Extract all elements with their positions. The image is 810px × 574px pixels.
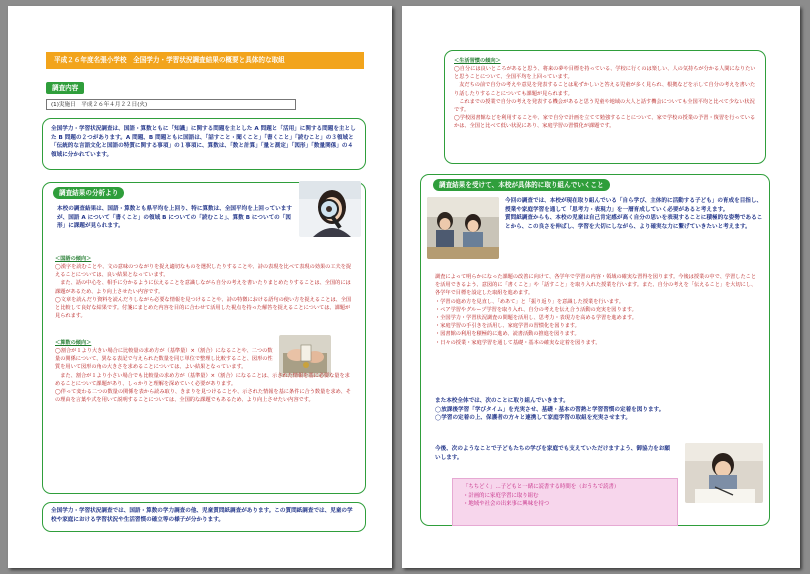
sansu-item-1: ◯割合が１より大きい場合に比較量の求め方が（基準量）×（割合）になることや、二つの数量の関係について、異なる表記で与えられた数量を同じ単位で整理し比較すること、図形の性質を用いて図形の角の大きさを求めることについては、よい結果となっています。	[55, 348, 273, 371]
magnifier-girl-photo	[299, 181, 361, 237]
kokugo-item-1: ◯漢字を読むことや、文の意味のつながりを捉え適切なものを選択したりすることや、詩の表現を比べて表現の効果の工夫を捉えることについては、良い結果となっています。	[55, 264, 352, 279]
sansu-item-2: また、割合が１より小さい場合でも比較量の求め方が（基準量）×（割合）になることは、示された情報を基に必要な量を求めることについて課題があり、しっかりと理解を深めていく必要があります。	[55, 372, 350, 387]
analysis-summary: 本校の調査結果は、国語・算数とも県平均を上回り、特に算数は、全国平均を上回っていますが、国語 A について「書くこと」の領域 B についての「読むこと」、算数 B についての「図形」に課題が見られます。	[57, 206, 292, 230]
action-bullet-5: ・図書館の利用を積極的に進め、読書活動の推進を図ります。	[435, 331, 580, 338]
student-writing-photo	[685, 443, 763, 503]
survey-date: (1)実施日 平成２６年４月２２日(火)	[46, 99, 296, 110]
action-bullet-1: ・学習の進め方を見直し、「めあて」と「振り返り」を意識した授業を行います。	[435, 298, 624, 305]
action-bullet-3: ・全国学力・学習状況調査の問題を活用し、思考力・表現力を高める学習を進めます。	[435, 315, 637, 322]
right-page	[402, 6, 800, 568]
lifestyle-heading: ＜生活習慣の傾向＞	[454, 58, 501, 64]
classroom-photo	[427, 197, 499, 259]
lifestyle-item-4: ◯学校図書館などを利用することや、家で自分で計画を立てて勉強することについて、家で学校の授業の予習・復習を行っているかは、全国と比べて低い状況にあり、家庭学習の習慣化が課題です。	[454, 115, 756, 130]
action-bullet-6: ・日々の授業・家庭学習を通して基礎・基本の確実な定着を図ります。	[435, 339, 601, 346]
analysis-label: 調査結果の分析より	[53, 187, 124, 199]
document-title: 平成２６年度名張小学校 全国学力・学習状況調査結果の概要と具体的な取組	[46, 52, 364, 69]
home-request: 今後、次のようなことで子どもたちの学びを家庭でも支えていただけますよう、御協力をお願いします。	[435, 446, 670, 461]
home-tip-3: ・地域や社会の出来事に興味を持つ	[463, 501, 550, 508]
student-writing-image	[685, 443, 763, 503]
intro-box	[42, 118, 366, 170]
intro-text: 全国学力・学習状況調査は、国語・算数ともに「知識」に関する問題を主とした A 問題と「活用」に関する問題を主とした B 問題の２つがあります。A 問題、B 問題ともに国語は、「話すこと・聞くこと」「書くこと」「読むこと」の３領域と「伝統的な言語文化と国語の特質に関する事項」の１事項に、算数は、「数と計算」「量と測定」「図形」「数量関係」の４領域に分かれています。	[51, 126, 356, 158]
action-bullet-2: ・ペア学習やグループ学習を取り入れ、自分の考えを伝え合う活動の充実を図ります。	[435, 306, 637, 313]
action-paragraph-2: 質問紙調査からも、本校の児童は自己肯定感が高く自分の思いを表現することに積極的な姿勢であることから、この良さを伸ばし、学習を大切にしながら、より確実な力に繋げていきたいと考えます。	[505, 215, 763, 230]
questionnaire-note: 全国学力・学習状況調査では、国語・算数の学力調査の他、児童質問紙調査があります。この質問紙調査では、児童の学校や家庭における学習状況や生活習慣の確立等の様子が分かります。	[51, 508, 353, 523]
action-paragraph-3: 調査によって明らかになった課題の改善に向けて、各学年で学習の内容・領域の確実な習得を図ります。今後は授業の中で、学習したことを活用できるよう、意図的に「書くこと」や「話すこと」を取り入れた授業を行います。また、自分の考えを「伝えること」を大切にし、各学年で目標を設定した取組を進めます。	[435, 274, 757, 297]
school-wide-line: また本校全体では、次のことに取り組んでいきます。	[435, 398, 569, 404]
home-tip-1: 「ちちどく」…子どもと一緒に読書する時間を（おうちで読書）	[463, 484, 620, 490]
magnifier-girl-image	[299, 181, 361, 237]
lifestyle-item-2: 友だちの前で自分の考えや意見を発表することは恥ずかしいと答える児童が多く見られ、根拠などを示して自分の考えを書いたり話したりすることについても課題が見られます。	[454, 82, 756, 97]
kokugo-heading: ＜国語の傾向＞	[55, 256, 92, 262]
home-tips-box	[452, 478, 678, 526]
action-label: 調査結果を受けて、本校が具体的に取り組んでいくこと	[433, 179, 610, 191]
lifestyle-item-1: ◯自分には良いところがあると思う、将来の夢や目標を持っている、学校に行くのは楽しい、人の気持ちが分かる人間になりたいと思うことについて、全国平均を上回っています。	[454, 66, 756, 81]
action-intro: 今回の調査では、本校が現在取り組んでいる「自ら学び、主体的に活動する子ども」の育成を目指し、授業や家庭学習を通して「思考力・表現力」を一層育成していく必要があると考えます。	[505, 198, 763, 213]
survey-content-label: 調査内容	[46, 82, 84, 94]
kokugo-item-3: ◯文章を読んだり資料を読んだりしながら必要な情報を見つけることや、詩の特徴における語句の使い方を捉えることは、全国と比較して良好な結果です。付箋にまとめた内容を目的に合わせて活用した視点を持った解答を捉えることについては、課題が見られます。	[55, 296, 352, 320]
questionnaire-box	[42, 502, 366, 532]
lifestyle-item-3: これまでの授業で自分の考えを発表する機会があると思う児童や地域の大人と話す機会についても全国平均と比べて少ない状況です。	[454, 98, 755, 114]
left-page	[8, 6, 392, 568]
sansu-heading: ＜算数の傾向＞	[55, 340, 92, 346]
school-item-1: ◯放課後学習「学びタイム」を充実させ、基礎・基本の習熟と学習習慣の定着を図ります。	[435, 406, 665, 413]
analysis-box	[42, 182, 366, 494]
kokugo-item-2: また、話の中心を、相手に分かるように伝えることを意識しながら自分の考えを書いたりまとめたりすることは、全国的には課題があるため、より向上させたい内容です。	[55, 280, 351, 295]
school-item-2: ◯学習の定着の上、保護者の方々と連携して家庭学習の取組を充実させます。	[435, 415, 632, 422]
home-tip-2: ・計画的に家庭学習に取り組む	[463, 492, 539, 499]
action-box	[420, 174, 770, 526]
action-bullet-4: ・家庭学習の手引きを活用し、家庭学習の習慣化を図ります。	[435, 323, 580, 330]
sansu-item-3: ◯伴って変わる二つの数量の関係を表から読み取り、きまりを見つけることや、示された情報を基に条件に合う数量を求め、その理由を言葉や式を用いて説明することについては、全国的な課題でもあるため、より向上させたい内容です。	[55, 389, 351, 404]
lifestyle-box	[444, 50, 766, 164]
classroom-image	[427, 197, 499, 259]
